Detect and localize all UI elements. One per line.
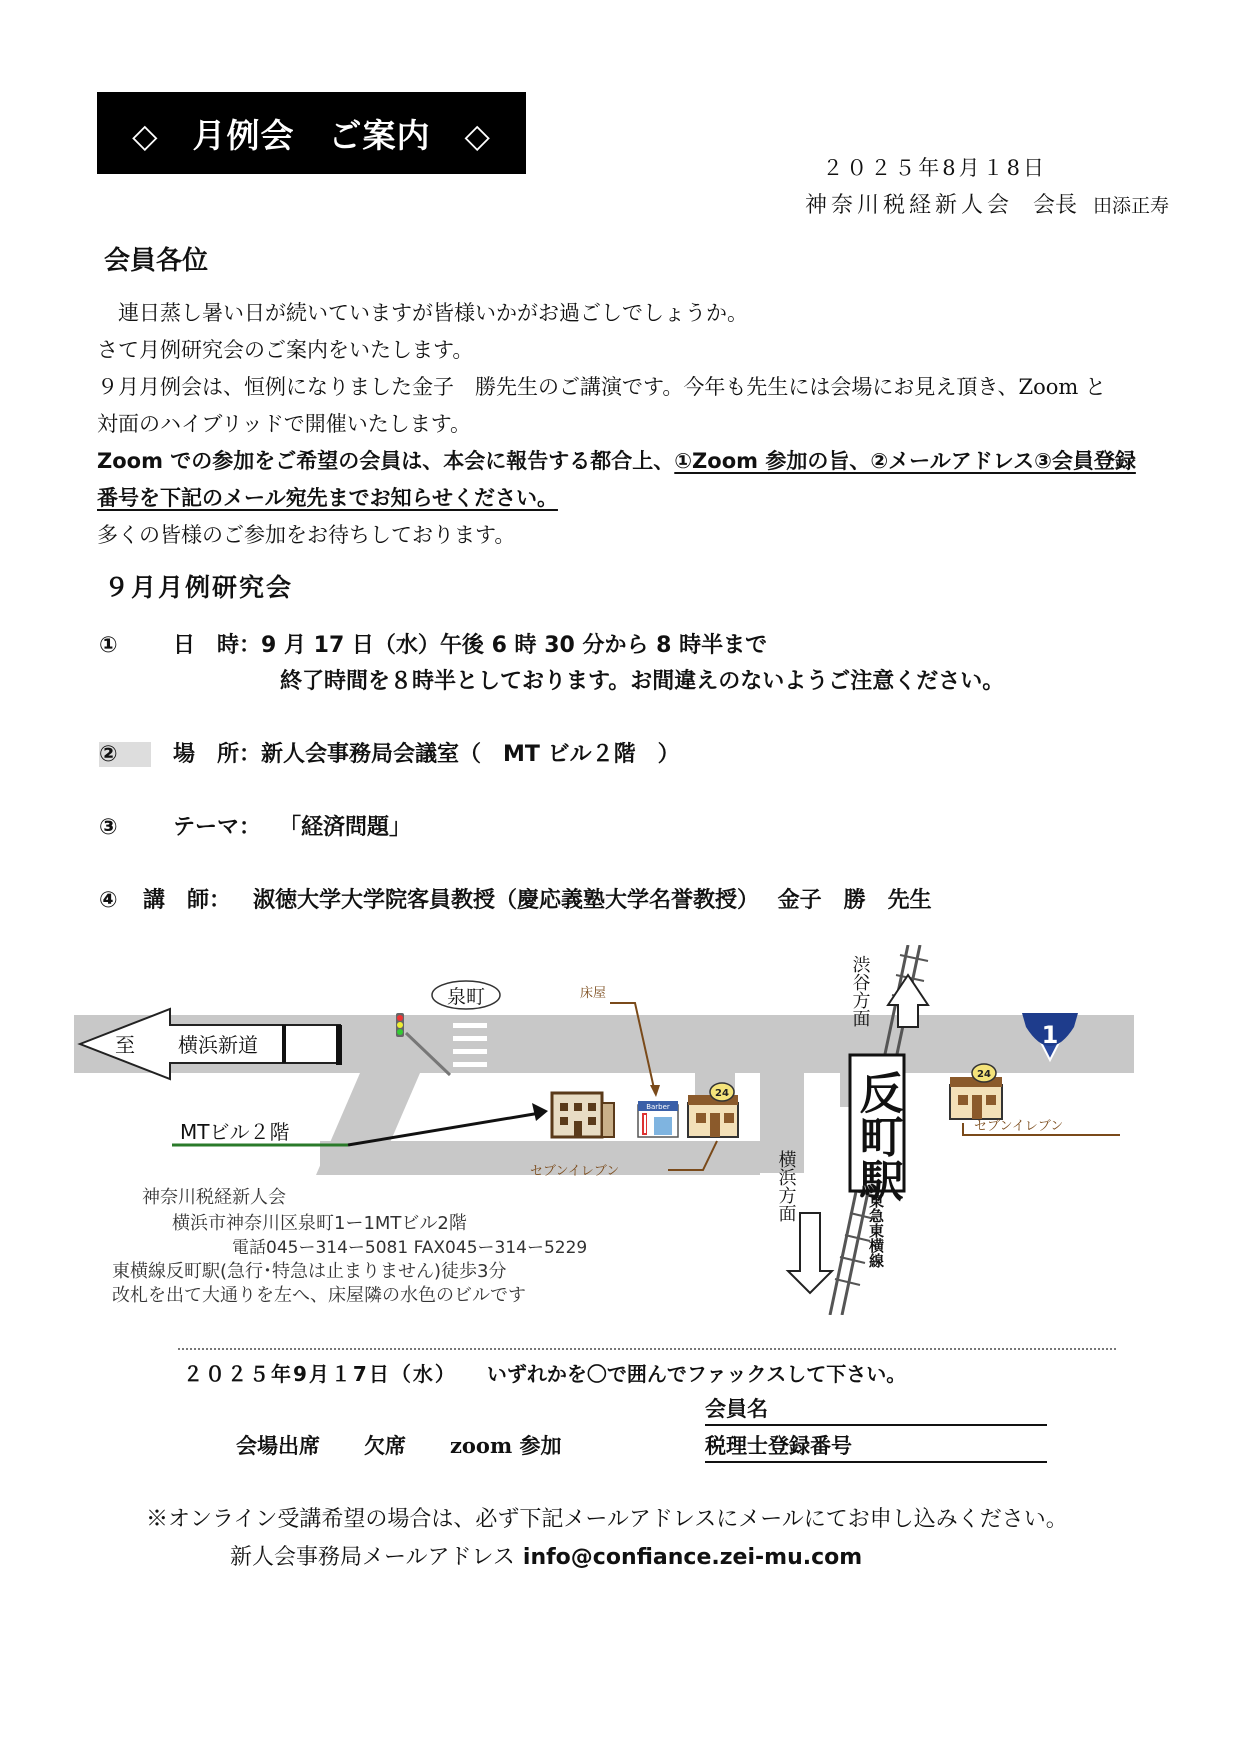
item-value: 新人会事務局会議室（ MT ビル２階 ） — [261, 742, 680, 767]
route-number: 1 — [1041, 1021, 1059, 1049]
item-label: 講 師： — [143, 888, 232, 913]
izumicho-label: 泉町 — [446, 986, 486, 1008]
item-number: ② — [99, 742, 151, 767]
email-label: 新人会事務局メールアドレス — [230, 1545, 515, 1570]
item-value: 淑徳大学大学院客員教授（慶応義塾大学名誉教授） 金子 勝 先生 — [253, 888, 932, 913]
salutation: 会員各位 — [104, 246, 209, 276]
issue-date: ２０２５年8月１8日 — [822, 156, 1047, 180]
attendance-options — [236, 1430, 605, 1460]
time-note: 終了時間を８時半としております。お間違えのないようご注意ください。 — [280, 669, 1005, 694]
body-line-1: 連日蒸し暑い日が続いていますが皆様いかがお過ごしでしょうか。 — [97, 301, 748, 325]
option-venue-attend[interactable]: 会場出席 — [236, 1434, 320, 1458]
mt-building-label: MTビル２階 — [180, 1120, 290, 1144]
zoom-notice-line-2: 番号を下記のメール宛先までお知らせください。 — [97, 486, 558, 510]
item-theme — [99, 810, 411, 841]
mt-building-icon — [552, 1093, 614, 1137]
organization-signature — [805, 188, 1169, 219]
zoom-notice-text: Zoom での参加をご希望の会員は、本会に報告する都合上、 — [97, 449, 675, 473]
reply-instruction: いずれかを〇で囲んでファックスして下さい。 — [486, 1362, 907, 1386]
body-line-2: さて月例研究会のご案内をいたします。 — [97, 338, 474, 362]
item-lecturer — [99, 883, 932, 914]
page-title: ◇ 月例会 ご案内 ◇ — [97, 92, 526, 174]
registration-number-field[interactable]: 税理士登録番号 — [705, 1430, 1047, 1463]
item-label: テーマ： — [151, 815, 262, 840]
yokohama-direction-arrow-icon — [788, 1213, 832, 1293]
email-address[interactable]: info@confiance.zei-mu.com — [522, 1545, 863, 1570]
access-info-line: 神奈川税経新人会 — [142, 1187, 286, 1208]
station-name: 反町駅 — [851, 1070, 903, 1202]
zoom-notice-underlined: ①Zoom 参加の旨、②メールアドレス③会員登録 — [674, 449, 1136, 473]
zoom-notice-line-1 — [97, 445, 1136, 475]
access-info-line: 東横線反町駅(急行･特急は止まりません)徒歩3分 — [112, 1261, 507, 1282]
closing-line: 多くの皆様のご参加をお待ちしております。 — [97, 523, 516, 547]
signer-name: 田添正寿 — [1092, 195, 1169, 217]
body-line-3: ９月月例会は、恒例になりました金子 勝先生のご講演です。今年も先生には会場にお見え頂き、Zoom と — [97, 375, 1106, 399]
item-number: ① — [99, 633, 118, 658]
online-note: ※オンライン受講希望の場合は、必ず下記メールアドレスにメールにてお申し込みください。 — [146, 1507, 1068, 1532]
cut-line — [178, 1348, 1116, 1350]
reply-form-header — [183, 1358, 906, 1387]
item-label: 日 時： — [151, 633, 262, 658]
shibuya-direction: 渋谷方面 — [849, 955, 871, 1027]
reply-date: ２０２５年9月１7日（水） — [183, 1362, 457, 1386]
body-line-4: 対面のハイブリッドで開催いたします。 — [97, 412, 472, 436]
item-number: ③ — [99, 815, 118, 840]
option-absent[interactable]: 欠席 — [364, 1434, 406, 1458]
seven-eleven-label-2: セブンイレブン — [974, 1119, 1064, 1134]
member-name-field[interactable]: 会員名 — [705, 1393, 1047, 1426]
item-value: 9 月 17 日（水）午後 6 時 30 分から 8 時半まで — [261, 633, 768, 658]
item-datetime — [99, 628, 767, 659]
item-venue — [99, 737, 680, 768]
access-info-line: 横浜市神奈川区泉町1ー1MTビル2階 — [172, 1213, 467, 1234]
access-info-line: 電話045ー314ー5081 FAX045ー314ー5229 — [232, 1238, 588, 1258]
barber-sign: Barber — [646, 1103, 670, 1111]
store-number-badge: 24 — [977, 1069, 991, 1080]
email-line — [230, 1540, 862, 1571]
barber-label: 床屋 — [580, 986, 607, 1001]
organization-name: 神奈川税経新人会 — [804, 193, 1013, 218]
railway-name: 東急東横線 — [867, 1193, 885, 1268]
seven-eleven-label-1: セブンイレブン — [530, 1164, 620, 1179]
road-name: 横浜新道 — [178, 1033, 258, 1057]
store-number-badge: 24 — [715, 1088, 729, 1099]
item-number: ④ — [99, 888, 118, 913]
item-value: 「経済問題」 — [279, 815, 412, 840]
access-info-line: 改札を出て大通りを左へ、床屋隣の水色のビルです — [112, 1285, 526, 1306]
signer-title: 会長 — [1032, 193, 1077, 218]
option-zoom[interactable]: zoom 参加 — [450, 1433, 562, 1458]
section-title: ９月月例研究会 — [104, 573, 294, 602]
to-label: 至 — [115, 1033, 135, 1057]
yokohama-direction: 横浜方面 — [775, 1150, 797, 1222]
item-label: 場 所： — [151, 742, 262, 767]
access-map — [70, 945, 1140, 1315]
